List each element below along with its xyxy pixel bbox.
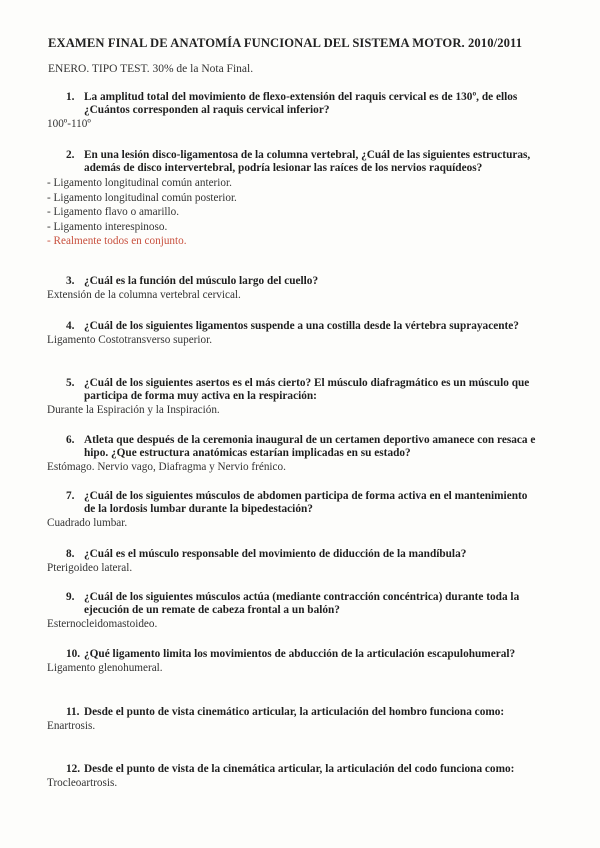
question-number: 7. [66, 490, 75, 502]
answer-option: - Ligamento longitudinal común posterior. [47, 191, 237, 204]
answer-option: - Ligamento longitudinal común anterior. [47, 177, 232, 189]
question-12 [0, 763, 600, 790]
question-number: 12. [66, 763, 81, 775]
question-1 [0, 91, 600, 131]
question-11 [0, 706, 600, 733]
question-10 [0, 648, 600, 675]
question-text: ¿Cuál es la función del músculo largo del cuello? [84, 275, 319, 287]
question-text: Desde el punto de vista cinemático articular, la articulación del hombro funciona como: [84, 706, 505, 718]
question-6 [0, 434, 600, 474]
question-5 [0, 377, 600, 417]
question-number: 4. [66, 320, 75, 332]
answer: Trocleoartrosis. [47, 777, 118, 789]
answer-option: - Ligamento flavo o amarillo. [47, 206, 180, 219]
answer: Cuadrado lumbar. [47, 517, 128, 529]
question-number: 2. [66, 149, 75, 161]
answer: Estómago. Nervio vago, Diafragma y Nervio frénico. [47, 461, 286, 473]
question-number: 3. [66, 275, 75, 287]
answer: 100º-110º [47, 118, 91, 130]
question-8 [0, 548, 600, 575]
question-2 [0, 149, 600, 249]
question-number: 6. [66, 434, 75, 446]
question-text: En una lesión disco-ligamentosa de la columna vertebral, ¿Cuál de las siguientes estructuras, además de disco intervertebral, podría lesionar las raíces de los nervios raquídeos? [84, 149, 531, 174]
answer: Esternocleidomastoideo. [47, 618, 158, 630]
question-text: ¿Cuál de los siguientes asertos es el más cierto? El músculo diafragmático es un músculo que participa de forma muy activa en la respiración: [84, 377, 530, 402]
exam-subtitle: ENERO. TIPO TEST. 30% de la Nota Final. [48, 63, 254, 75]
question-text: La amplitud total del movimiento de flexo-extensión del raquis cervical es de 130º, de ellos ¿Cuántos corresponden al raquis cervical inferior? [84, 91, 518, 116]
question-text: Atleta que después de la ceremonia inaugural de un certamen deportivo amanece con resaca e hipo. ¿Que estructura anatómicas estarían implicadas en su estado? [84, 434, 536, 459]
question-7 [0, 490, 600, 530]
answer: Extensión de la columna vertebral cervical. [47, 289, 241, 301]
question-9 [0, 591, 600, 631]
question-text: Desde el punto de vista de la cinemática articular, la articulación del codo funciona como: [84, 763, 515, 775]
question-number: 10. [66, 648, 81, 660]
answer-option-correct: - Realmente todos en conjunto. [47, 235, 187, 248]
question-text: ¿Qué ligamento limita los movimientos de abducción de la articulación escapulohumeral? [84, 648, 516, 660]
answer: Ligamento glenohumeral. [47, 662, 163, 674]
answer-option: - Ligamento interespinoso. [47, 220, 168, 233]
question-text: ¿Cuál de los siguientes músculos de abdomen participa de forma activa en el mantenimiento de la lordosis lumbar durante la bipedestación? [84, 490, 528, 515]
question-number: 11. [66, 706, 80, 718]
answer: Ligamento Costotransverso superior. [47, 334, 212, 346]
question-text: ¿Cuál es el músculo responsable del movimiento de diducción de la mandíbula? [84, 548, 467, 560]
question-number: 5. [66, 377, 75, 389]
answer: Durante la Espiración y la Inspiración. [47, 404, 220, 416]
question-3 [0, 275, 600, 302]
question-4 [0, 320, 600, 347]
question-number: 1. [66, 91, 75, 103]
answer: Enartrosis. [47, 720, 96, 732]
question-number: 9. [66, 591, 75, 603]
question-text: ¿Cuál de los siguientes ligamentos suspende a una costilla desde la vértebra suprayacente? [84, 320, 519, 332]
question-text: ¿Cuál de los siguientes músculos actúa (mediante contracción concéntrica) durante toda la ejecución de un remate de cabeza frontal a un balón? [84, 591, 520, 616]
answer-options [47, 176, 600, 249]
exam-title: EXAMEN FINAL DE ANATOMÍA FUNCIONAL DEL SISTEMA MOTOR. 2010/2011 [48, 36, 523, 50]
answer: Pterigoideo lateral. [47, 562, 133, 574]
question-number: 8. [66, 548, 75, 560]
